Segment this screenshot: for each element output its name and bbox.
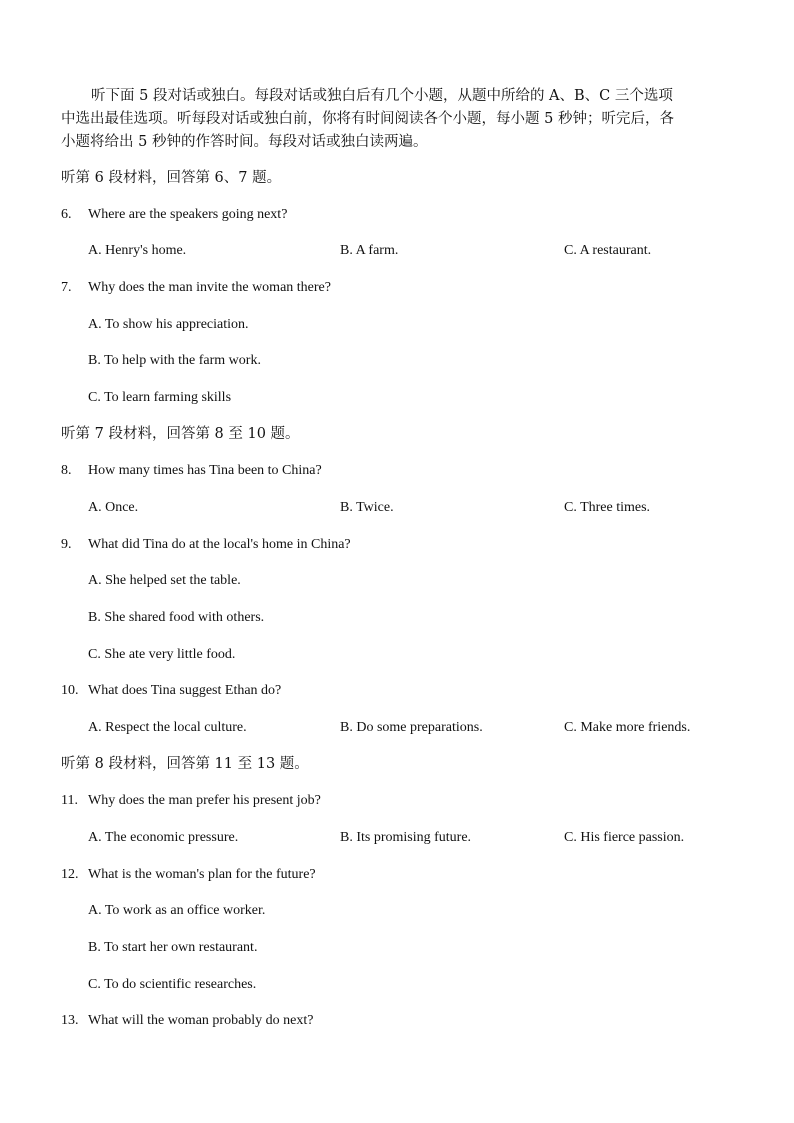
option-a: A. To show his appreciation. <box>88 317 249 332</box>
instructions-line-2: 中选出最佳选项。听每段对话或独白前，你将有时间阅读各个小题，每小题 5 秒钟；听完后，各 <box>61 111 674 127</box>
option-b: B. A farm. <box>340 243 399 258</box>
question-text: Where are the speakers going next? <box>88 207 288 222</box>
question-number: 10. <box>61 683 79 698</box>
section-heading: 听第 6 段材料，回答第 6、7 题。 <box>61 170 282 186</box>
question-number: 12. <box>61 867 79 882</box>
option-c: C. She ate very little food. <box>88 647 236 662</box>
question-text: Why does the man invite the woman there? <box>88 280 331 295</box>
option-a: A. Henry's home. <box>88 243 187 258</box>
option-b: B. She shared food with others. <box>88 610 265 625</box>
option-a: A. Respect the local culture. <box>88 720 247 735</box>
question-text: What does Tina suggest Ethan do? <box>88 683 282 698</box>
option-c: C. To do scientific researches. <box>88 977 257 992</box>
section-heading: 听第 7 段材料，回答第 8 至 10 题。 <box>61 426 300 442</box>
question-number: 7. <box>61 280 72 295</box>
option-b: B. Do some preparations. <box>340 720 483 735</box>
option-b: B. Twice. <box>340 500 394 515</box>
question-text: How many times has Tina been to China? <box>88 463 322 478</box>
option-c: C. Three times. <box>564 500 651 515</box>
question-number: 6. <box>61 207 72 222</box>
question-number: 9. <box>61 537 72 552</box>
question-text: What is the woman's plan for the future? <box>88 867 316 882</box>
option-b: B. To help with the farm work. <box>88 353 261 368</box>
question-text: What will the woman probably do next? <box>88 1013 314 1028</box>
option-a: A. The economic pressure. <box>88 830 239 845</box>
question-text: Why does the man prefer his present job? <box>88 793 321 808</box>
option-c: C. To learn farming skills <box>88 390 232 405</box>
option-b: B. To start her own restaurant. <box>88 940 258 955</box>
option-a: A. Once. <box>88 500 139 515</box>
option-a: A. She helped set the table. <box>88 573 241 588</box>
question-number: 13. <box>61 1013 79 1028</box>
instructions-line-3: 小题将给出 5 秒钟的作答时间。每段对话或独白读两遍。 <box>61 134 428 150</box>
option-b: B. Its promising future. <box>340 830 472 845</box>
question-text: What did Tina do at the local's home in China? <box>88 537 351 552</box>
option-c: C. His fierce passion. <box>564 830 685 845</box>
section-heading: 听第 8 段材料，回答第 11 至 13 题。 <box>61 756 309 772</box>
option-a: A. To work as an office worker. <box>88 903 266 918</box>
option-c: C. Make more friends. <box>564 720 691 735</box>
question-number: 11. <box>61 793 78 808</box>
option-c: C. A restaurant. <box>564 243 652 258</box>
instructions-line-1: 听下面 5 段对话或独白。每段对话或独白后有几个小题，从题中所给的 A、B、C 三个选项 <box>91 88 673 104</box>
question-number: 8. <box>61 463 72 478</box>
